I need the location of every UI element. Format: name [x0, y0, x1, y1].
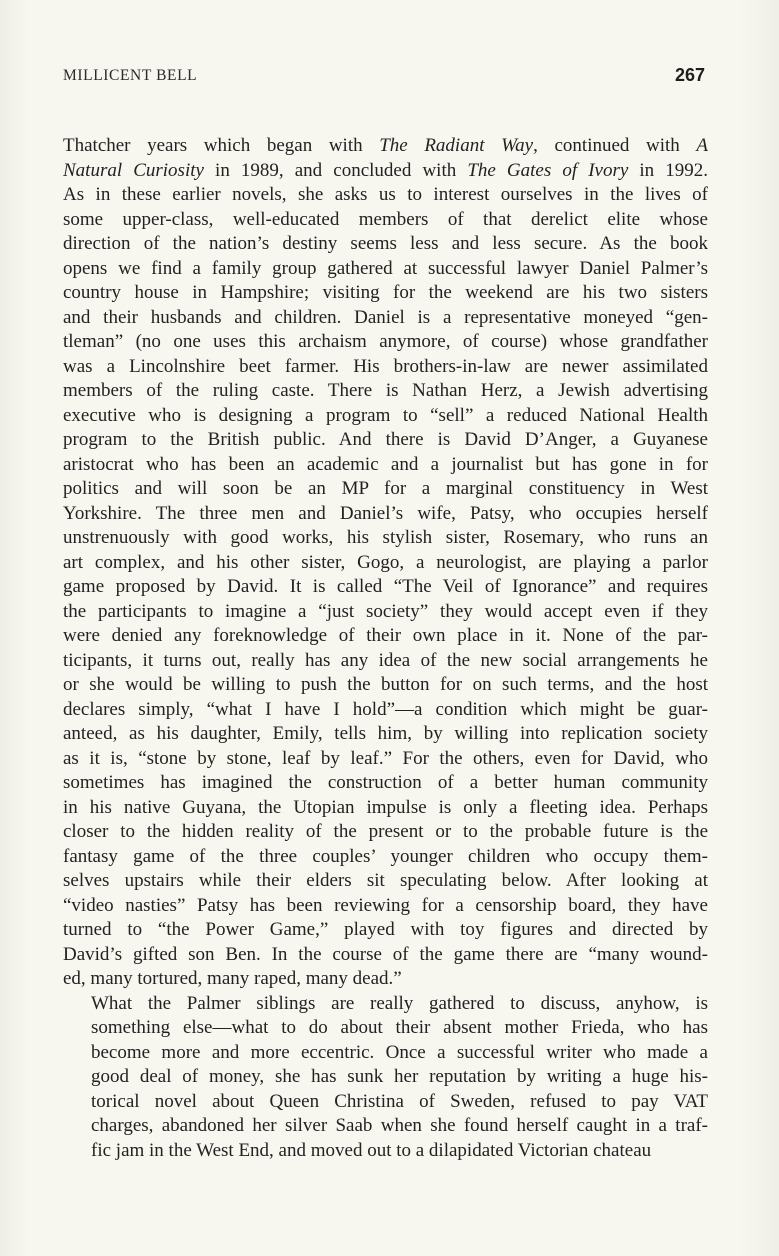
text-run: As in these earlier novels, she asks us to interest ourselves in the lives of — [63, 184, 708, 205]
text-line — [63, 1090, 708, 1115]
page-number: 267 — [674, 65, 705, 85]
text-run: ticipants, it turns out, really has any idea of the new social arrangements he — [63, 649, 708, 671]
text-line — [63, 232, 708, 257]
text-line — [63, 428, 708, 453]
text-line — [63, 1139, 708, 1164]
text-run: game proposed by David. It is called “The Veil of Ignorance” and requires — [63, 576, 708, 597]
text-line — [63, 992, 708, 1017]
text-run: closer to the hidden reality of the present or to the probable future is the — [63, 821, 708, 842]
text-line — [63, 845, 708, 870]
text-line — [63, 771, 708, 796]
text-line — [63, 649, 708, 674]
text-line — [63, 134, 708, 159]
text-run: aristocrat who has been an academic and a journalist but has gone in for — [63, 453, 708, 475]
text-line — [63, 502, 708, 527]
text-run: country house in Hampshire; visiting for the weekend are his two sisters — [63, 282, 708, 303]
text-line — [63, 477, 708, 502]
text-run: in his native Guyana, the Utopian impulse is only a fleeting idea. Perhaps — [63, 796, 708, 818]
text-run: the participants to imagine a “just society” they would accept even if they — [63, 600, 708, 622]
text-line — [63, 575, 708, 600]
text-line — [63, 551, 708, 576]
text-line — [63, 722, 708, 747]
text-line — [63, 1114, 708, 1139]
text-line — [63, 208, 708, 233]
text-line — [63, 943, 708, 968]
running-head-author: MILLICENT BELL — [63, 67, 198, 84]
text-line — [63, 1016, 708, 1041]
text-run: politics and will soon be an MP for a marginal constituency in West — [63, 478, 708, 499]
text-line — [63, 894, 708, 919]
text-line — [63, 796, 708, 821]
text-line — [63, 600, 708, 625]
italic-title: Natural Curiosity — [63, 159, 204, 181]
text-run: members of the ruling caste. There is Nathan Herz, a Jewish advertising — [63, 380, 708, 401]
text-line — [63, 379, 708, 404]
text-run: direction of the nation’s destiny seems less and less secure. As the book — [63, 233, 708, 254]
text-line — [63, 183, 708, 208]
text-line — [63, 918, 708, 943]
paragraph — [63, 134, 708, 992]
text-run: Thatcher years which began with — [63, 135, 380, 156]
text-line — [63, 355, 708, 380]
text-line — [63, 1041, 708, 1066]
text-run: become more and more eccentric. Once a successful writer who made a — [91, 1041, 708, 1063]
text-line — [63, 453, 708, 478]
italic-title: A — [696, 135, 709, 156]
text-line — [63, 1065, 708, 1090]
text-run: “video nasties” Patsy has been reviewing for a censorship board, they have — [63, 894, 708, 916]
text-run: something else—what to do about their absent mother Frieda, who has — [91, 1017, 708, 1038]
text-line — [63, 306, 708, 331]
text-line — [63, 281, 708, 306]
text-line — [63, 624, 708, 649]
text-line — [63, 967, 708, 992]
text-run: good deal of money, she has sunk her reputation by writing a huge his- — [91, 1066, 708, 1087]
italic-title: The Radiant Way — [379, 135, 534, 156]
text-run: art complex, and his other sister, Gogo, a neurologist, are playing a parlor — [63, 551, 708, 573]
text-line — [63, 747, 708, 772]
text-run: was a Lincolnshire beet farmer. His brothers-in-law are newer assimilated — [63, 355, 708, 377]
text-line — [63, 869, 708, 894]
text-run: fic jam in the West End, and moved out to a dilapidated Victorian chateau — [91, 1139, 652, 1161]
text-line — [63, 526, 708, 551]
text-run: David’s gifted son Ben. In the course of the game there are “many wound- — [63, 943, 708, 965]
text-run: charges, abandoned her silver Saab when she found herself caught in a traf- — [91, 1115, 708, 1136]
text-run: executive who is designing a program to “sell” a reduced National Health — [63, 404, 708, 426]
text-line — [63, 698, 708, 723]
text-run: were denied any foreknowledge of their own place in it. None of the par- — [63, 625, 708, 646]
text-run: as it is, “stone by stone, leaf by leaf.” For the others, even for David, who — [63, 747, 708, 769]
text-run: tleman” (no one uses this archaism anymore, of course) whose grandfather — [63, 331, 708, 352]
text-run: ed, many tortured, many raped, many dead.” — [63, 968, 402, 989]
body-text — [63, 134, 708, 1163]
text-run: What the Palmer siblings are really gathered to discuss, anyhow, is — [91, 992, 708, 1014]
text-run: fantasy game of the three couples’ younger children who occupy them- — [63, 845, 708, 867]
text-line — [63, 820, 708, 845]
text-run: selves upstairs while their elders sit speculating below. After looking at — [63, 870, 708, 891]
text-run: sometimes has imagined the construction of a better human community — [63, 772, 708, 793]
text-run: Yorkshire. The three men and Daniel’s wife, Patsy, who occupies herself — [63, 502, 708, 524]
text-line — [63, 673, 708, 698]
paragraph — [63, 992, 708, 1164]
text-run: in 1992. — [628, 159, 708, 181]
text-run: opens we find a family group gathered at successful lawyer Daniel Palmer’s — [63, 257, 708, 279]
text-run: and their husbands and children. Daniel is a representative moneyed “gen- — [63, 306, 708, 328]
italic-title: The Gates of Ivory — [467, 159, 629, 181]
text-run: or she would be willing to push the button for on such terms, and the host — [63, 674, 708, 695]
text-run: torical novel about Queen Christina of Sweden, refused to pay VAT — [91, 1090, 708, 1112]
text-run: in 1989, and concluded with — [203, 159, 468, 181]
text-run: declares simply, “what I have I hold”—a condition which might be guar- — [63, 698, 708, 720]
text-line — [63, 404, 708, 429]
text-run: turned to “the Power Game,” played with toy figures and directed by — [63, 919, 708, 940]
text-line — [63, 257, 708, 282]
text-run: anteed, as his daughter, Emily, tells him, by willing into replication society — [63, 723, 708, 744]
text-line — [63, 159, 708, 184]
text-line — [63, 330, 708, 355]
text-run: unstrenuously with good works, his stylish sister, Rosemary, who runs an — [63, 527, 708, 548]
text-run: , continued with — [533, 135, 697, 156]
running-head — [63, 67, 705, 91]
text-run: program to the British public. And there is David D’Anger, a Guyanese — [63, 429, 708, 450]
text-run: some upper-class, well-educated members of that derelict elite whose — [63, 208, 708, 230]
